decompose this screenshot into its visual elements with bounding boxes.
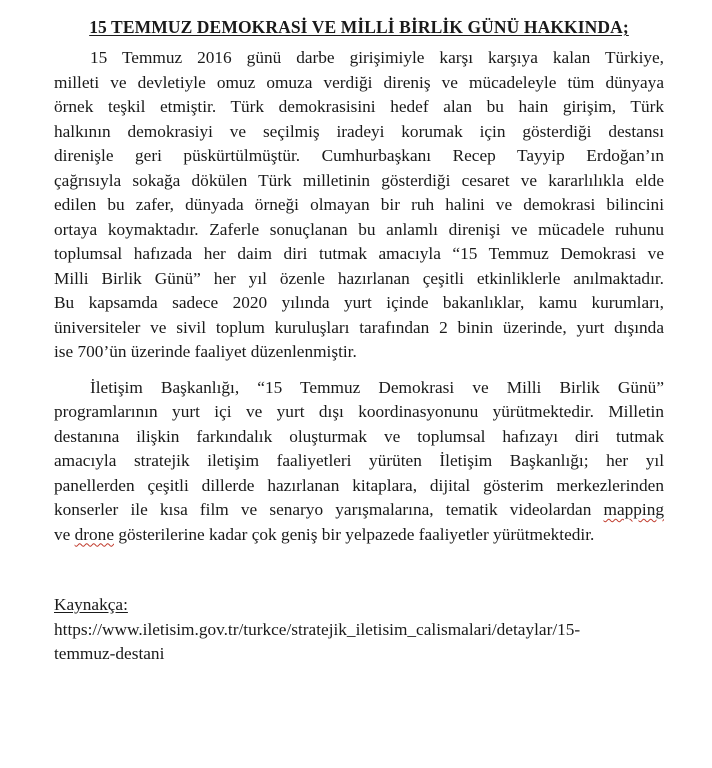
text-line: örnek teşkil etmiştir. Türk demokrasisini hedef alan bu hain girişim, Türk <box>54 97 664 116</box>
text-line <box>54 523 664 548</box>
text-line: ise 700’ün üzerinde faaliyet düzenlenmiştir. <box>54 342 357 361</box>
text-line: amacıyla stratejik iletişim faaliyetleri yürüten İletişim Başkanlığı; her yıl <box>54 451 664 470</box>
text-run: konserler ile kısa film ve senaryo yarışmalarına, tematik videolardan <box>54 500 604 519</box>
document-title: 15 TEMMUZ DEMOKRASİ VE MİLLİ BİRLİK GÜNÜ HAKKINDA; <box>89 17 629 37</box>
spellcheck-flagged-word[interactable]: mapping <box>603 500 664 519</box>
text-line: edilen bu zafer, dünyada örneği olmayan bir ruh halini ve demokrasi bilincini <box>54 195 664 214</box>
text-line: panellerden çeşitli dillerde hazırlanan kitaplara, dijital gösterim merkezlerinden <box>54 475 664 495</box>
text-line: ortaya koymaktadır. Zaferle sonuçlanan bu anlamlı direnişi ve mücadele ruhunu <box>54 219 664 239</box>
text-line: 15 Temmuz 2016 günü darbe girişimiyle karşı karşıya kalan Türkiye, <box>90 48 664 67</box>
text-line: halkının demokrasiyi ve seçilmiş iradeyi korumak için gösterdiği destansı <box>54 121 664 141</box>
text-line <box>54 498 664 523</box>
references-heading: Kaynakça: <box>54 595 128 614</box>
text-line: programlarının yurt içi ve yurt dışı koordinasyonunu yürütmektedir. Milletin <box>54 402 664 421</box>
text-line: toplumsal hafızada her daim diri tutmak amacıyla “15 Temmuz Demokrasi ve <box>54 244 664 263</box>
reference-url-line: https://www.iletisim.gov.tr/turkce/stratejik_iletisim_calismalari/detaylar/15- <box>54 619 581 639</box>
text-line: Milli Birlik Günü” her yıl özenle hazırlanan çeşitli etkinliklerle anılmaktadır. <box>54 268 664 288</box>
text-line: İletişim Başkanlığı, “15 Temmuz Demokrasi ve Milli Birlik Günü” <box>90 377 664 397</box>
references-section <box>54 593 664 667</box>
paragraph-1 <box>54 46 664 365</box>
reference-url-line: temmuz-destani <box>54 644 165 663</box>
text-line: destanına ilişkin farkındalık oluşturmak ve toplumsal hafızayı diri tutmak <box>54 426 664 446</box>
text-line: direnişle geri püskürtülmüştür. Cumhurbaşkanı Recep Tayyip Erdoğan’ın <box>54 146 664 165</box>
text-run: gösterilerine kadar çok geniş bir yelpazede faaliyetler yürütmektedir. <box>114 524 595 544</box>
document-page <box>54 14 664 667</box>
text-line: çağrısıyla sokağa dökülen Türk milletinin gösterdiği cesaret ve kararlılıkla elde <box>54 170 664 190</box>
text-line: Bu kapsamda sadece 2020 yılında yurt içinde bakanlıklar, kamu kurumları, <box>54 293 664 312</box>
text-run: ve <box>54 524 75 544</box>
paragraph-2 <box>54 376 664 548</box>
text-line: milleti ve devletiyle omuz omuza verdiği direniş ve mücadeleyle tüm dünyaya <box>54 72 664 92</box>
spellcheck-flagged-word[interactable]: drone <box>74 524 114 544</box>
text-line: üniversiteler ve sivil toplum kuruluşları tarafından 2 binin üzerinde, yurt dışında <box>54 317 664 337</box>
